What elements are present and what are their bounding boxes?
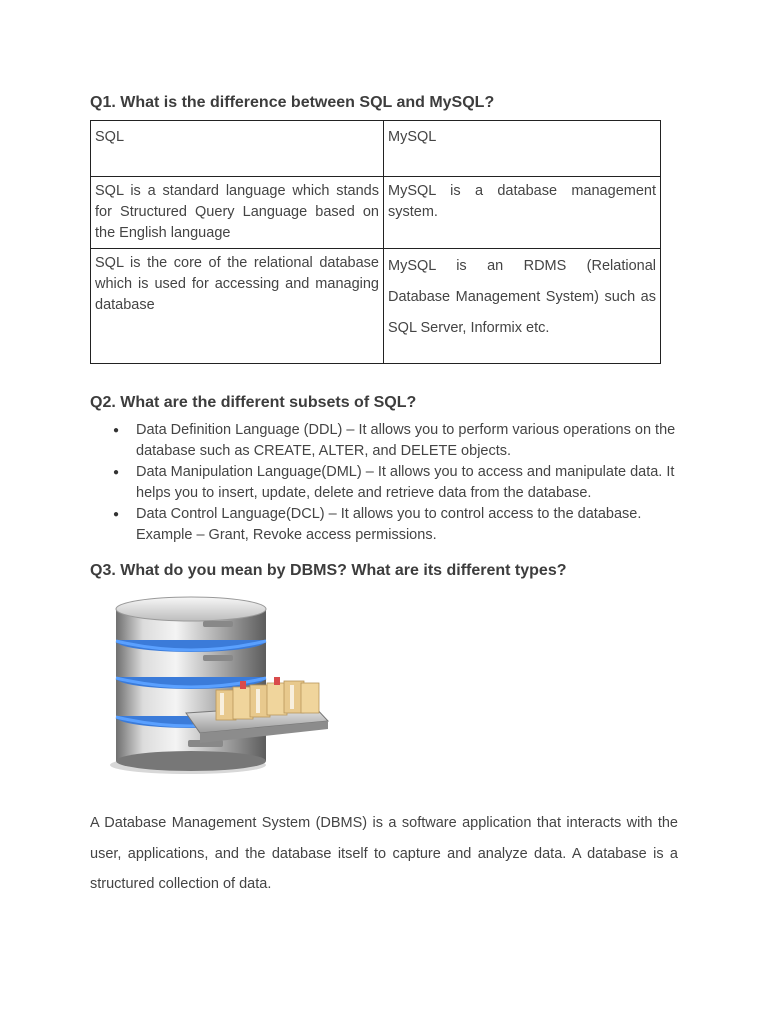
table-cell: SQL is a standard language which stands for Structured Query Language based on the English language (91, 177, 384, 249)
table-cell: MySQL is an RDMS (Relational Database Management System) such as SQL Server, Informix etc. (384, 249, 661, 364)
table-cell: MySQL is a database management system. (384, 177, 661, 249)
table-header-sql: SQL (91, 121, 384, 177)
table-row (91, 121, 661, 177)
q3-heading: Q3. What do you mean by DBMS? What are its different types? (90, 562, 567, 579)
table-row (91, 177, 661, 249)
list-item: ● Data Manipulation Language(DML) – It allows you to access and manipulate data. It helps you to insert, update, delete and retrieve data from the database. (90, 462, 690, 504)
q2-heading: Q2. What are the different subsets of SQL? (90, 394, 417, 411)
table-row (91, 249, 661, 364)
sql-subsets-list (90, 420, 690, 546)
list-item: ● Data Control Language(DCL) – It allows you to control access to the database. Example – Grant, Revoke access permissions. (90, 504, 690, 546)
dbms-definition-paragraph: A Database Management System (DBMS) is a software application that interacts with the user, applications, and the database itself to capture and analyze data. A database is a structured collection of data. (90, 815, 678, 892)
database-server-icon (108, 595, 333, 775)
comparison-table (90, 120, 661, 364)
q1-heading: Q1. What is the difference between SQL and MySQL? (90, 94, 495, 111)
list-item: ● Data Definition Language (DDL) – It allows you to perform various operations on the database such as CREATE, ALTER, and DELETE objects. (90, 420, 690, 462)
table-header-mysql: MySQL (384, 121, 661, 177)
table-cell: SQL is the core of the relational database which is used for accessing and managing database (91, 249, 384, 364)
